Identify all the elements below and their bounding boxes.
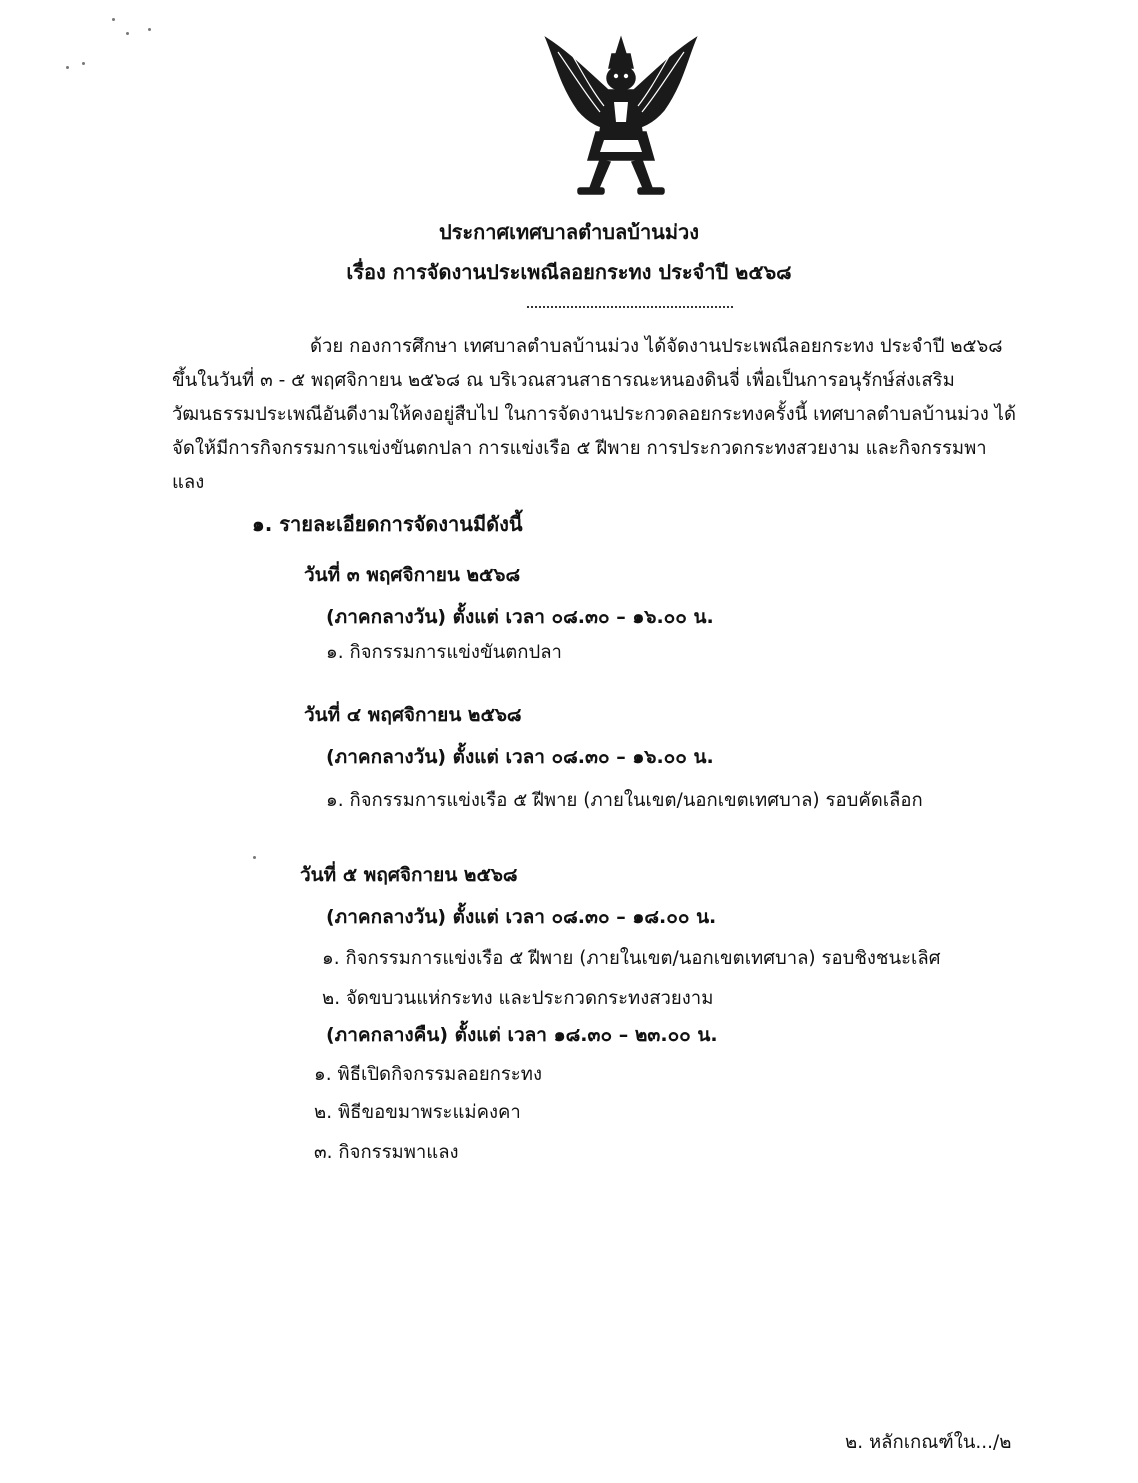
garuda-emblem-icon bbox=[538, 32, 704, 202]
announcement-title: ประกาศเทศบาลตำบลบ้านม่วง bbox=[438, 220, 700, 244]
day-heading: วันที่ ๕ พฤศจิกายน ๒๕๖๘ bbox=[300, 864, 518, 886]
day-heading: วันที่ ๓ พฤศจิกายน ๒๕๖๘ bbox=[304, 564, 521, 586]
activity-item: ๑. กิจกรรมการแข่งเรือ ๕ ฝีพาย (ภายในเขต/นอกเขตเทศบาล) รอบชิงชนะเลิศ bbox=[322, 948, 941, 969]
scan-speck bbox=[112, 18, 115, 21]
activity-item: ๑. พิธีเปิดกิจกรรมลอยกระทง bbox=[314, 1064, 542, 1085]
activity-item: ๓. กิจกรรมพาแลง bbox=[314, 1142, 459, 1163]
title-divider bbox=[527, 306, 733, 308]
activity-item: ๒. พิธีขอขมาพระแม่คงคา bbox=[314, 1102, 521, 1123]
body-line: วัฒนธรรมประเพณีอันดีงามให้คงอยู่สืบไป ในการจัดงานประกวดลอยกระทงครั้งนี้ เทศบาลตำบลบ้านม่วง ได้ bbox=[172, 404, 1016, 425]
body-line: จัดให้มีการกิจกรรมการแข่งขันตกปลา การแข่งเรือ ๕ ฝีพาย การประกวดกระทงสวยงาม และกิจกรรมพา bbox=[172, 438, 987, 459]
activity-item: ๑. กิจกรรมการแข่งเรือ ๕ ฝีพาย (ภายในเขต/นอกเขตเทศบาล) รอบคัดเลือก bbox=[326, 790, 923, 811]
day-heading: วันที่ ๔ พฤศจิกายน ๒๕๖๘ bbox=[304, 704, 522, 726]
scan-speck bbox=[82, 62, 85, 65]
announcement-subject: เรื่อง การจัดงานประเพณีลอยกระทง ประจำปี ๒๕๖๘ bbox=[346, 260, 792, 284]
body-line: ด้วย กองการศึกษา เทศบาลตำบลบ้านม่วง ได้จัดงานประเพณีลอยกระทง ประจำปี ๒๕๖๘ bbox=[310, 336, 1003, 357]
scan-speck bbox=[253, 856, 256, 859]
section-heading: ๑. รายละเอียดการจัดงานมีดังนี้ bbox=[252, 512, 523, 536]
period-label: (ภาคกลางวัน) ตั้งแต่ เวลา ๐๘.๓๐ – ๑๖.๐๐ น. bbox=[326, 606, 714, 628]
period-label: (ภาคกลางวัน) ตั้งแต่ เวลา ๐๘.๓๐ – ๑๘.๐๐ น. bbox=[326, 906, 717, 928]
activity-item: ๑. กิจกรรมการแข่งขันตกปลา bbox=[326, 642, 562, 663]
period-label: (ภาคกลางวัน) ตั้งแต่ เวลา ๐๘.๓๐ – ๑๖.๐๐ น. bbox=[326, 746, 714, 768]
scan-speck bbox=[66, 66, 69, 69]
body-line: แลง bbox=[172, 472, 205, 493]
page-continuation: ๒. หลักเกณฑ์ใน.../๒ bbox=[845, 1432, 1012, 1453]
scan-speck bbox=[148, 28, 151, 31]
scan-speck bbox=[126, 32, 129, 35]
activity-item: ๒. จัดขบวนแห่กระทง และประกวดกระทงสวยงาม bbox=[322, 988, 714, 1009]
body-line: ขึ้นในวันที่ ๓ - ๕ พฤศจิกายน ๒๕๖๘ ณ บริเวณสวนสาธารณะหนองดินจี่ เพื่อเป็นการอนุรักษ์ส่งเสริม bbox=[172, 370, 955, 391]
body-paragraph bbox=[172, 330, 1042, 500]
period-label: (ภาคกลางคืน) ตั้งแต่ เวลา ๑๘.๓๐ – ๒๓.๐๐ น. bbox=[326, 1024, 718, 1046]
